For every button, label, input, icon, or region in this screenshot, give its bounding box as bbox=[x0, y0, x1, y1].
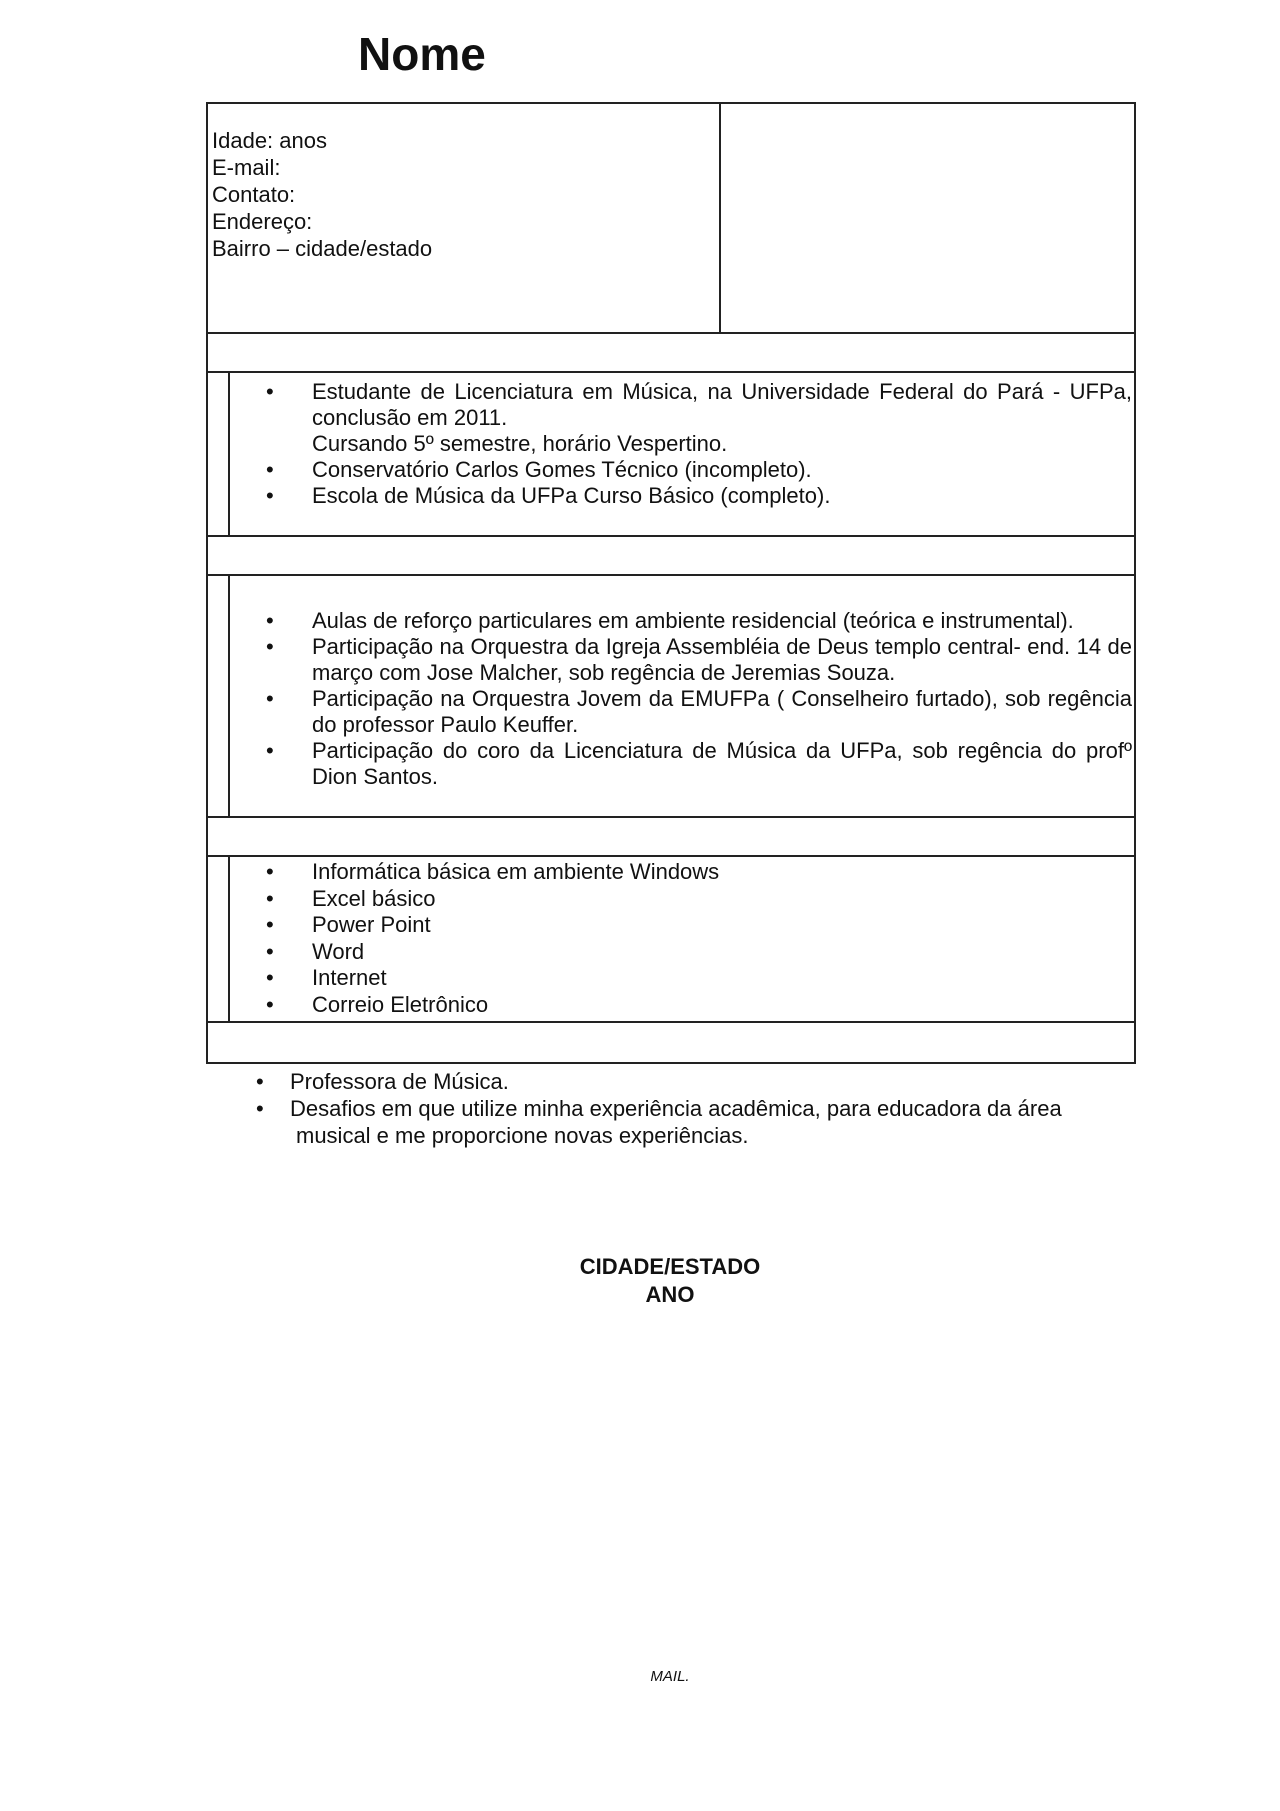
list-item: • Excel básico bbox=[266, 885, 436, 911]
bullet-icon: • bbox=[266, 938, 274, 964]
experience-header-row bbox=[208, 537, 1134, 576]
skills-header-row bbox=[208, 818, 1134, 857]
resume-name-title: Nome bbox=[358, 28, 486, 80]
bullet-icon: • bbox=[266, 885, 274, 911]
list-item: Cursando 5º semestre, horário Vespertino. bbox=[312, 431, 728, 456]
objectives-section bbox=[256, 1068, 1128, 1149]
personal-info-cell bbox=[208, 104, 721, 332]
bullet-icon: • bbox=[266, 859, 274, 884]
bullet-icon: • bbox=[266, 991, 274, 1017]
objective-continuation: musical e me proporcione novas experiências. bbox=[296, 1123, 749, 1148]
list-item: • Professora de Música. bbox=[256, 1069, 509, 1094]
bullet-icon: • bbox=[266, 634, 274, 659]
list-item: • Power Point bbox=[266, 912, 431, 937]
indent-column bbox=[208, 857, 230, 1021]
bullet-icon: • bbox=[266, 912, 274, 937]
footer-mail: MAIL. bbox=[650, 1668, 690, 1685]
bullet-icon: • bbox=[266, 686, 274, 711]
photo-cell bbox=[721, 104, 1134, 332]
list-item: • Internet bbox=[266, 965, 387, 990]
list-item: • Participação do coro da Licenciatura de Música da UFPa, sob regência do profº Dion Santos. bbox=[266, 738, 1132, 789]
resume-table bbox=[206, 102, 1136, 1064]
list-item: • Conservatório Carlos Gomes Técnico (incompleto). bbox=[266, 457, 812, 482]
list-item: • Correio Eletrônico bbox=[266, 991, 489, 1017]
contact-line: Contato: bbox=[212, 182, 296, 207]
age-line: Idade: anos bbox=[212, 128, 327, 153]
experience-section bbox=[208, 576, 1134, 818]
education-header-row bbox=[208, 334, 1134, 373]
skills-section bbox=[208, 857, 1134, 1023]
indent-column bbox=[208, 373, 230, 535]
education-section bbox=[208, 373, 1134, 537]
list-item: • Desafios em que utilize minha experiência acadêmica, para educadora da área bbox=[256, 1096, 1062, 1121]
bullet-icon: • bbox=[266, 738, 274, 763]
list-item: • Participação na Orquestra Jovem da EMUFPa ( Conselheiro furtado), sob regência do professor Paulo Keuffer. bbox=[266, 686, 1132, 737]
bullet-icon: • bbox=[256, 1096, 264, 1121]
objectives-list bbox=[256, 1068, 1128, 1122]
education-list bbox=[230, 379, 1132, 509]
bullet-icon: • bbox=[266, 457, 274, 482]
personal-info-row bbox=[208, 104, 1134, 334]
bullet-icon: • bbox=[266, 965, 274, 990]
bullet-icon: • bbox=[266, 379, 274, 404]
list-item: • Estudante de Licenciatura em Música, na Universidade Federal do Pará - UFPa, conclusão em 2011. bbox=[266, 379, 1132, 430]
indent-column bbox=[208, 576, 230, 816]
address-line: Endereço: bbox=[212, 209, 313, 234]
skills-list bbox=[230, 859, 1132, 1018]
list-item: • Word bbox=[266, 938, 365, 964]
experience-list bbox=[230, 608, 1132, 790]
bullet-icon: • bbox=[266, 608, 274, 633]
list-item: • Aulas de reforço particulares em ambiente residencial (teórica e instrumental). bbox=[266, 608, 1074, 633]
footer-location bbox=[0, 1253, 1280, 1309]
bullet-icon: • bbox=[266, 483, 274, 508]
list-item: • Participação na Orquestra da Igreja Assembléia de Deus templo central- end. 14 de março com Jose Malcher, sob regência de Jeremias Souza. bbox=[266, 634, 1132, 685]
city-state-label: CIDADE/ESTADO bbox=[579, 1254, 761, 1279]
bullet-icon: • bbox=[256, 1069, 264, 1094]
objectives-header-row bbox=[208, 1023, 1134, 1062]
email-line: E-mail: bbox=[212, 155, 281, 180]
list-item: • Informática básica em ambiente Windows bbox=[266, 859, 720, 884]
neighborhood-line: Bairro – cidade/estado bbox=[212, 236, 433, 261]
list-item: • Escola de Música da UFPa Curso Básico (completo). bbox=[266, 483, 831, 508]
year-label: ANO bbox=[645, 1282, 695, 1307]
